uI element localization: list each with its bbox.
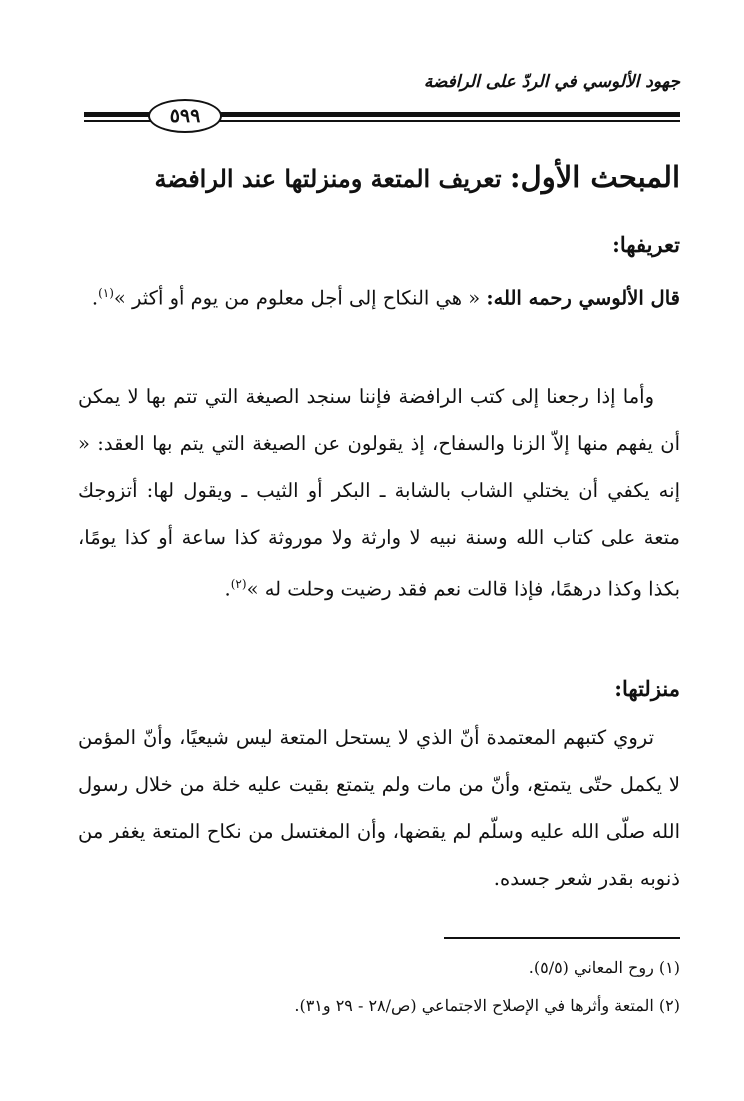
page-number: ٥٩٩ (148, 99, 222, 133)
quote-end: . (91, 286, 99, 310)
definition-heading: تعريفها: (612, 232, 680, 257)
definition-paragraph (78, 373, 680, 613)
footnote-text: روح المعاني (٥/٥). (528, 958, 659, 977)
footnote-ref: (٢) (230, 577, 247, 591)
status-heading: منزلتها: (614, 676, 680, 701)
footnote-1 (529, 958, 680, 977)
section-title-rest: تعريف المتعة ومنزلتها عند الرافضة (154, 164, 510, 193)
status-paragraph: تروي كتبهم المعتمدة أنّ الذي لا يستحل المتعة ليس شيعيًا، وأنّ المؤمن لا يكمل حتّى يتمتع، وأنّ من مات ولم يتمتع بقيت عليه خلة من خلال رسول الله صلّى الله عليه وسلّم لم يقضها، وأن المغتسل من نكاح المتعة يغفر من ذنوبه بقدر شعر جسده. (78, 726, 680, 890)
quote-speaker: قال الألوسي رحمه الله: (486, 286, 680, 310)
section-title-lead: المبحث الأول: (509, 160, 680, 194)
header-rule (218, 112, 680, 117)
header-rule (84, 112, 154, 117)
footnote-label: (١) (658, 958, 680, 977)
quote-text: « هي النكاح إلى أجل معلوم من يوم أو أكثر » (113, 286, 487, 310)
definition-paragraph-end: . (224, 577, 231, 601)
definition-quote (78, 270, 680, 322)
footnote-divider (444, 937, 680, 939)
footnote-2 (294, 996, 680, 1015)
footnote-label: (٢) (658, 996, 680, 1015)
header-rule (84, 120, 154, 122)
header-rule (218, 120, 680, 122)
running-title: جهود الألوسي في الردّ على الرافضة (423, 72, 680, 92)
footnote-ref: (١) (98, 286, 114, 300)
section-title (78, 160, 680, 194)
footnote-text: المتعة وأثرها في الإصلاح الاجتماعي (ص/٢٨ - ٢٩ و٣١). (294, 996, 659, 1015)
definition-paragraph-text: وأما إذا رجعنا إلى كتب الرافضة فإننا سنجد الصيغة التي تتم بها لا يمكن أن يفهم منها إلاّ الزنا والسفاح، إذ يقولون عن الصيغة التي يتم بها العقد: « إنه يكفي أن يختلي الشاب بالشابة ـ البكر أو الثيب ـ ويقول لها: أتزوجك متعة على كتاب الله وسنة نبيه لا وارثة ولا موروثة كذا ساعة أو كذا يومًا، بكذا وكذا درهمًا، فإذا قالت نعم فقد رضيت وحلت له » (78, 385, 680, 601)
